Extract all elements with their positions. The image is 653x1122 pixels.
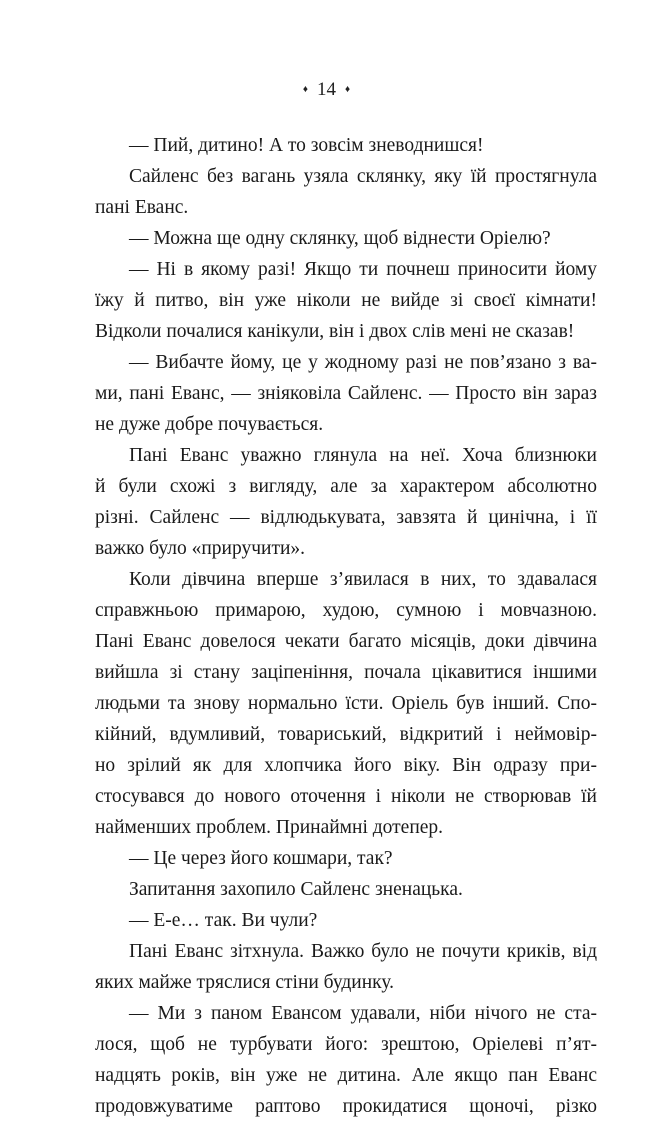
text-line: пані Еванс. [95, 197, 189, 218]
text-line: важко було «приручити». [95, 538, 306, 559]
text-line: — Пий, дитино! А то зовсім зневоднишся! [129, 135, 484, 156]
text-line: — Вибачте йому, це у жодному разі не пов’язано з ва- [129, 352, 597, 373]
text-line: — Е-е… так. Ви чули? [129, 910, 318, 931]
text-line: найменших проблем. Принаймні дотепер. [95, 817, 444, 838]
text-line: стосувався до нового оточення і ніколи не створював їй [95, 786, 597, 807]
text-line: Пані Еванс уважно глянула на неї. Хоча близнюки [129, 445, 597, 466]
text-line: й були схожі з вигляду, але за характером абсолютно [95, 476, 597, 497]
diamond-ornament-left-icon: ♦ [302, 84, 308, 95]
text-line: Сайленс без вагань узяла склянку, яку їй простягнула [129, 166, 597, 187]
text-line: їжу й питво, він уже ніколи не вийде зі своєї кімнати! [95, 290, 597, 311]
text-line: но зрілий як для хлопчика його віку. Він одразу при- [95, 755, 597, 776]
text-line: Запитання захопило Сайленс зненацька. [129, 879, 463, 900]
text-line: — Ми з паном Евансом удавали, ніби нічого не ста- [129, 1003, 597, 1024]
text-line: людьми та знову нормально їсти. Оріель був інший. Спо- [95, 693, 597, 714]
text-line: різні. Сайленс — відлюдькувата, завзята й цинічна, і її [95, 507, 597, 528]
text-line: лося, щоб не турбувати його: зрештою, Оріелеві п’ят- [95, 1034, 597, 1055]
text-line: продовжуватиме раптово прокидатися щоночі, різко [95, 1096, 597, 1117]
running-header [0, 79, 653, 101]
text-line: ми, пані Еванс, — зніяковіла Сайленс. — Просто він зараз [95, 383, 597, 404]
text-line: кійний, вдумливий, товариський, відкритий і неймовір- [95, 724, 597, 745]
text-line: — Можна ще одну склянку, щоб віднести Оріелю? [129, 228, 551, 249]
body-text [95, 130, 597, 1122]
text-line: — Ні в якому разі! Якщо ти почнеш приносити йому [129, 259, 597, 280]
text-line: — Це через його кошмари, так? [129, 848, 393, 869]
text-line: справжньою примарою, худою, сумною і мовчазною. [95, 600, 597, 621]
diamond-ornament-right-icon: ♦ [345, 84, 351, 95]
text-line: вийшла зі стану заціпеніння, почала цікавитися іншими [95, 662, 597, 683]
text-line: Коли дівчина вперше з’явилася в них, то здавалася [129, 569, 597, 590]
text-line: Пані Еванс довелося чекати багато місяців, доки дівчина [95, 631, 597, 652]
text-line: не дуже добре почувається. [95, 414, 324, 435]
text-line: надцять років, він уже не дитина. Але якщо пан Еванс [95, 1065, 597, 1086]
text-line: Відколи почалися канікули, він і двох слів мені не сказав! [95, 321, 575, 342]
text-line: яких майже тряслися стіни будинку. [95, 972, 395, 993]
text-line: Пані Еванс зітхнула. Важко було не почути криків, від [129, 941, 597, 962]
page-number: 14 [317, 79, 336, 100]
